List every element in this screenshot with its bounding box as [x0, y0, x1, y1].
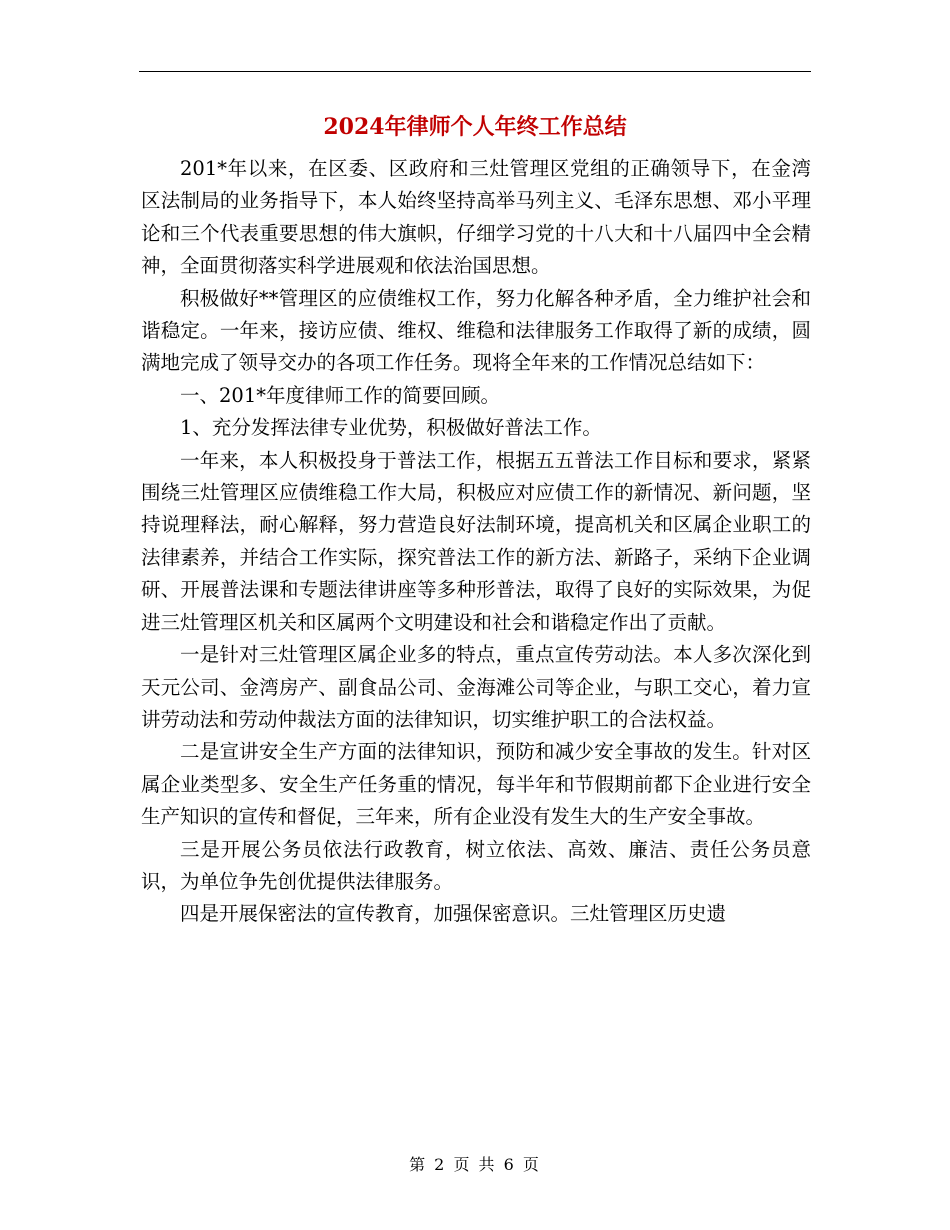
paragraph-intro: 201*年以来，在区委、区政府和三灶管理区党组的正确领导下，在金湾区法制局的业务指导下，本人始终坚持高举马列主义、毛泽东思想、邓小平理论和三个代表重要思想的伟大旗帜，仔细学习党的十八大和十八届四中全会精神，全面贯彻落实科学进展观和依法治国思想。 [141, 157, 811, 278]
section-heading-review: 一、201*年度律师工作的简要回顾。 [180, 383, 500, 407]
page-footer: 第 2 页 共 6 页 [409, 1155, 541, 1174]
subsection-heading-legal-education: 1、充分发挥法律专业优势，积极做好普法工作。 [180, 416, 602, 440]
document-body [141, 153, 811, 931]
paragraph-safety-law: 二是宣讲安全生产方面的法律知识，预防和减少安全事故的发生。针对区属企业类型多、安全生产任务重的情况，每半年和节假期前都下企业进行安全生产知识的宣传和督促，三年来，所有企业没有发生大的生产安全事故。 [141, 740, 811, 829]
paragraph-legal-education: 一年来，本人积极投身于普法工作，根据五五普法工作目标和要求，紧紧围绕三灶管理区应债维稳工作大局，积极应对应债工作的新情况、新问题，坚持说理释法，耐心解释，努力营造良好法制环境，提高机关和区属企业职工的法律素养，并结合工作实际，探究普法工作的新方法、新路子，采纳下企业调研、开展普法课和专题法律讲座等多种形普法，取得了良好的实际效果，为促进三灶管理区机关和区属两个文明建设和社会和谐稳定作出了贡献。 [141, 448, 811, 634]
paragraph-civil-servant: 三是开展公务员依法行政教育，树立依法、高效、廉洁、责任公务员意识，为单位争先创优提供法律服务。 [141, 837, 811, 893]
paragraph-secrecy-law: 四是开展保密法的宣传教育，加强保密意识。三灶管理区历史遗 [180, 902, 727, 926]
document-title: 2024年律师个人年终工作总结 [323, 114, 627, 140]
header-rule [139, 71, 811, 72]
paragraph-rights-work: 积极做好**管理区的应债维权工作，努力化解各种矛盾，全力维护社会和谐稳定。一年来，接访应债、维权、维稳和法律服务工作取得了新的成绩，圆满地完成了领导交办的各项工作任务。现将全年来的工作情况总结如下： [141, 286, 811, 375]
paragraph-labor-law: 一是针对三灶管理区属企业多的特点，重点宣传劳动法。本人多次深化到天元公司、金湾房产、副食品公司、金海滩公司等企业，与职工交心，着力宣讲劳动法和劳动仲裁法方面的法律知识，切实维护职工的合法权益。 [141, 643, 811, 731]
